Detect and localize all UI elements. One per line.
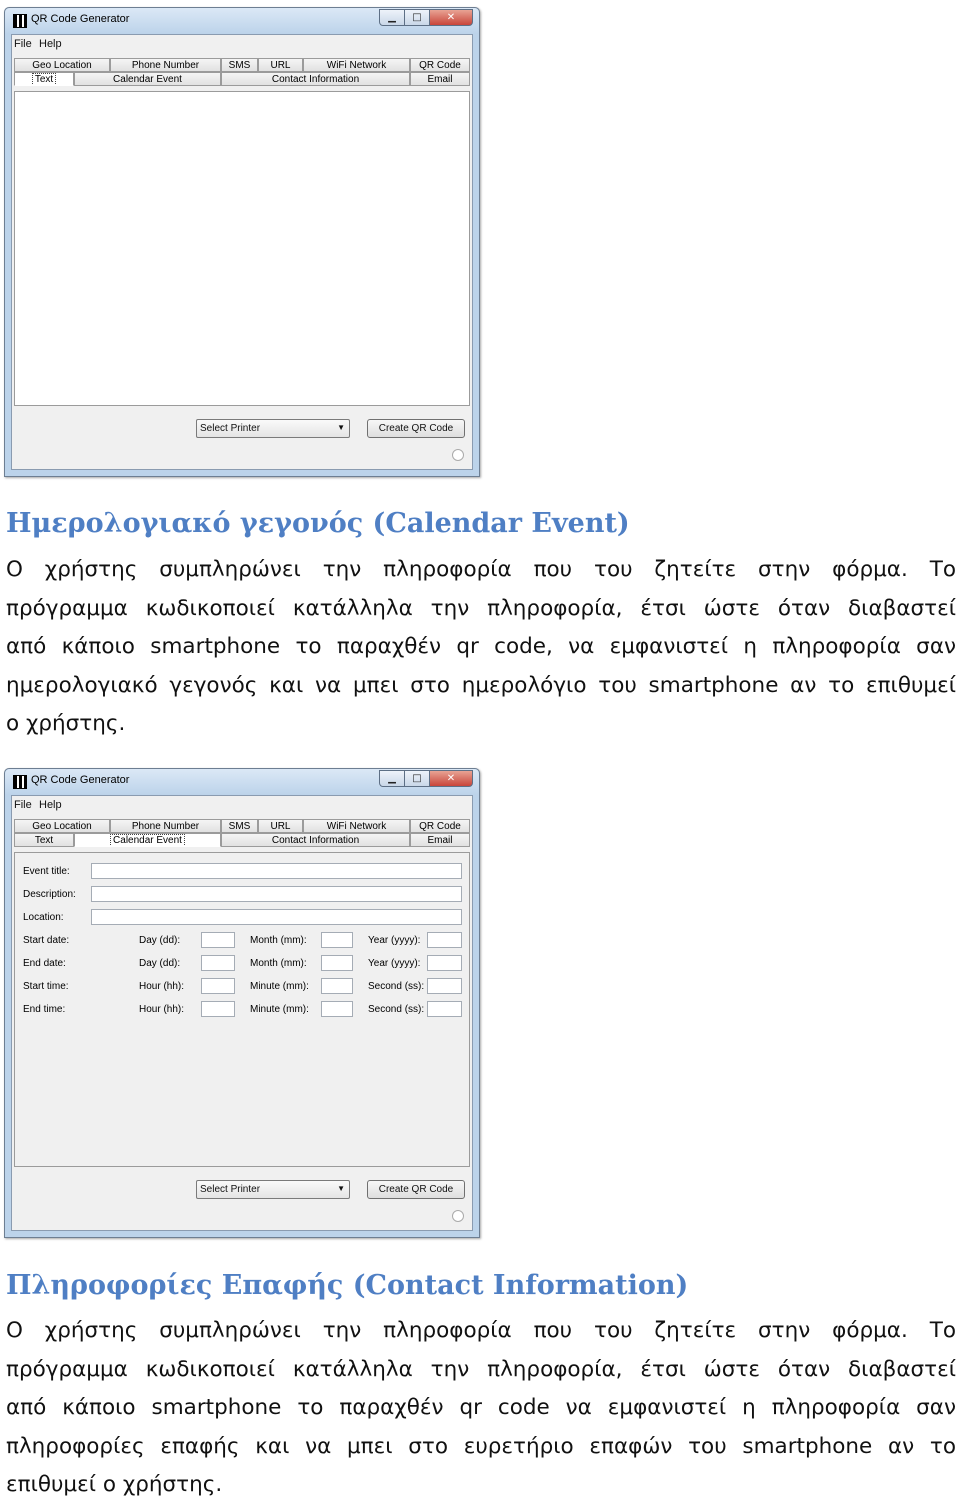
menu-help[interactable]: Help — [39, 799, 62, 811]
paragraph-line: ο χρήστης. — [6, 711, 126, 736]
end-month-label: Month (mm): — [250, 958, 307, 969]
create-qr-code-button[interactable]: Create QR Code — [367, 419, 465, 438]
tab-calendar-event[interactable]: Calendar Event — [74, 72, 221, 86]
end-second-field[interactable] — [427, 1001, 462, 1017]
end-second-label: Second (ss): — [368, 1004, 425, 1015]
window-title: QR Code Generator — [31, 13, 130, 25]
paragraph-line: Ο χρήστης συμπληρώνει την πληροφορία που του ζητείτε στην φόρμα. Το — [6, 1318, 956, 1343]
tab-strip — [14, 819, 470, 849]
tab-wifi-network[interactable]: WiFi Network — [303, 58, 410, 72]
end-year-field[interactable] — [427, 955, 462, 971]
title-bar[interactable] — [5, 769, 479, 795]
end-year-label: Year (yyyy): — [368, 958, 421, 969]
tab-email[interactable]: Email — [410, 833, 470, 847]
minimize-button[interactable]: ▁ — [379, 770, 405, 787]
menu-file[interactable]: File — [14, 799, 32, 811]
menu-help[interactable]: Help — [39, 38, 62, 50]
menu-bar — [12, 35, 472, 53]
paragraph-calendar-event — [6, 551, 956, 744]
end-day-label: Day (dd): — [139, 958, 181, 969]
select-printer-label: Select Printer — [200, 423, 261, 434]
qr-window-calendar-event — [4, 768, 480, 1238]
window-title: QR Code Generator — [31, 774, 130, 786]
end-day-field[interactable] — [201, 955, 235, 971]
tab-contact-information[interactable]: Contact Information — [221, 72, 410, 86]
window-client — [11, 34, 473, 470]
tab-phone-number[interactable]: Phone Number — [110, 819, 221, 833]
text-input-area[interactable] — [14, 91, 470, 406]
start-month-label: Month (mm): — [250, 935, 307, 946]
tab-url[interactable]: URL — [258, 58, 303, 72]
start-minute-field[interactable] — [321, 978, 353, 994]
start-year-label: Year (yyyy): — [368, 935, 421, 946]
location-field[interactable] — [91, 909, 462, 925]
paragraph-line: πληροφορίες επαφής και να μπει στο ευρετήριο επαφών του smartphone αν το — [6, 1433, 956, 1459]
paragraph-contact-information — [6, 1312, 956, 1505]
resize-grip-icon[interactable] — [452, 1210, 464, 1222]
paragraph-line: από κάποιο smartphone το παραχθέν qr code να εμφανιστεί η πληροφορία σαν — [6, 1395, 956, 1420]
start-hour-field[interactable] — [201, 978, 235, 994]
tab-calendar-event[interactable] — [74, 833, 221, 847]
select-printer-label: Select Printer — [200, 1184, 261, 1195]
minimize-button[interactable]: ▁ — [379, 9, 405, 26]
paragraph-line: πρόγραμμα κωδικοποιεί κατάλληλα την πληροφορία, έτσι ώστε όταν διαβαστεί — [6, 595, 956, 621]
tab-geo-location[interactable]: Geo Location — [14, 819, 110, 833]
description-field[interactable] — [91, 886, 462, 902]
end-minute-label: Minute (mm): — [250, 1004, 309, 1015]
start-day-label: Day (dd): — [139, 935, 181, 946]
start-minute-label: Minute (mm): — [250, 981, 309, 992]
event-title-field[interactable] — [91, 863, 462, 879]
tab-calendar-event-label: Calendar Event — [113, 835, 182, 846]
end-month-field[interactable] — [321, 955, 353, 971]
title-bar[interactable] — [5, 8, 479, 34]
maximize-button[interactable]: □ — [404, 9, 430, 26]
tab-text-label: Text — [34, 74, 54, 85]
paragraph-line: από κάποιο smartphone το παραχθέν qr code, να εμφανιστεί η πληροφορία σαν — [6, 634, 956, 659]
paragraph-line: ημερολογιακό γεγονός και να μπει στο ημερολόγιο του smartphone αν το επιθυμεί — [6, 672, 956, 698]
event-title-label: Event title: — [23, 866, 70, 877]
calendar-event-form — [14, 852, 470, 1167]
end-date-label: End date: — [23, 958, 66, 969]
tab-text[interactable] — [14, 72, 74, 86]
tab-wifi-network[interactable]: WiFi Network — [303, 819, 410, 833]
start-year-field[interactable] — [427, 932, 462, 948]
create-qr-code-button[interactable]: Create QR Code — [367, 1180, 465, 1199]
tab-contact-information[interactable]: Contact Information — [221, 833, 410, 847]
start-date-label: Start date: — [23, 935, 70, 946]
menu-bar — [12, 796, 472, 814]
button-bar — [14, 1171, 470, 1211]
window-client — [11, 795, 473, 1231]
paragraph-line: Ο χρήστης συμπληρώνει την πληροφορία που του ζητείτε στην φόρμα. Το — [6, 557, 956, 582]
close-button[interactable]: ✕ — [429, 770, 473, 787]
tab-url[interactable]: URL — [258, 819, 303, 833]
chevron-down-icon: ▼ — [337, 1184, 345, 1193]
end-hour-field[interactable] — [201, 1001, 235, 1017]
close-button[interactable]: ✕ — [429, 9, 473, 26]
tab-phone-number[interactable]: Phone Number — [110, 58, 221, 72]
description-label: Description: — [23, 889, 76, 900]
start-hour-label: Hour (hh): — [139, 981, 185, 992]
tab-sms[interactable]: SMS — [221, 58, 258, 72]
tab-sms[interactable]: SMS — [221, 819, 258, 833]
tab-strip — [14, 58, 470, 88]
qr-window-text — [4, 7, 480, 477]
end-hour-label: Hour (hh): — [139, 1004, 185, 1015]
paragraph-line: επιθυμεί ο χρήστης. — [6, 1472, 223, 1497]
start-second-label: Second (ss): — [368, 981, 425, 992]
end-time-label: End time: — [23, 1004, 66, 1015]
resize-grip-icon[interactable] — [452, 449, 464, 461]
tab-geo-location[interactable]: Geo Location — [14, 58, 110, 72]
tab-text[interactable]: Text — [14, 833, 74, 847]
button-bar — [14, 410, 470, 450]
select-printer-dropdown[interactable] — [196, 1180, 350, 1199]
select-printer-dropdown[interactable] — [196, 419, 350, 438]
menu-file[interactable]: File — [14, 38, 32, 50]
start-second-field[interactable] — [427, 978, 462, 994]
section-heading-contact-information: Πληροφορίες Επαφής (Contact Information) — [6, 1270, 689, 1301]
maximize-button[interactable]: □ — [404, 770, 430, 787]
section-heading-calendar-event: Ημερολογιακό γεγονός (Calendar Event) — [6, 508, 630, 539]
qr-app-icon — [13, 14, 27, 28]
tab-qr-code[interactable]: QR Code — [410, 819, 470, 833]
tab-email[interactable]: Email — [410, 72, 470, 86]
chevron-down-icon: ▼ — [337, 423, 345, 432]
location-label: Location: — [23, 912, 64, 923]
end-minute-field[interactable] — [321, 1001, 353, 1017]
start-day-field[interactable] — [201, 932, 235, 948]
start-time-label: Start time: — [23, 981, 69, 992]
tab-qr-code[interactable]: QR Code — [410, 58, 470, 72]
paragraph-line: πρόγραμμα κωδικοποιεί κατάλληλα την πληροφορία, έτσι ώστε όταν διαβαστεί — [6, 1356, 956, 1382]
qr-app-icon — [13, 775, 27, 789]
start-month-field[interactable] — [321, 932, 353, 948]
